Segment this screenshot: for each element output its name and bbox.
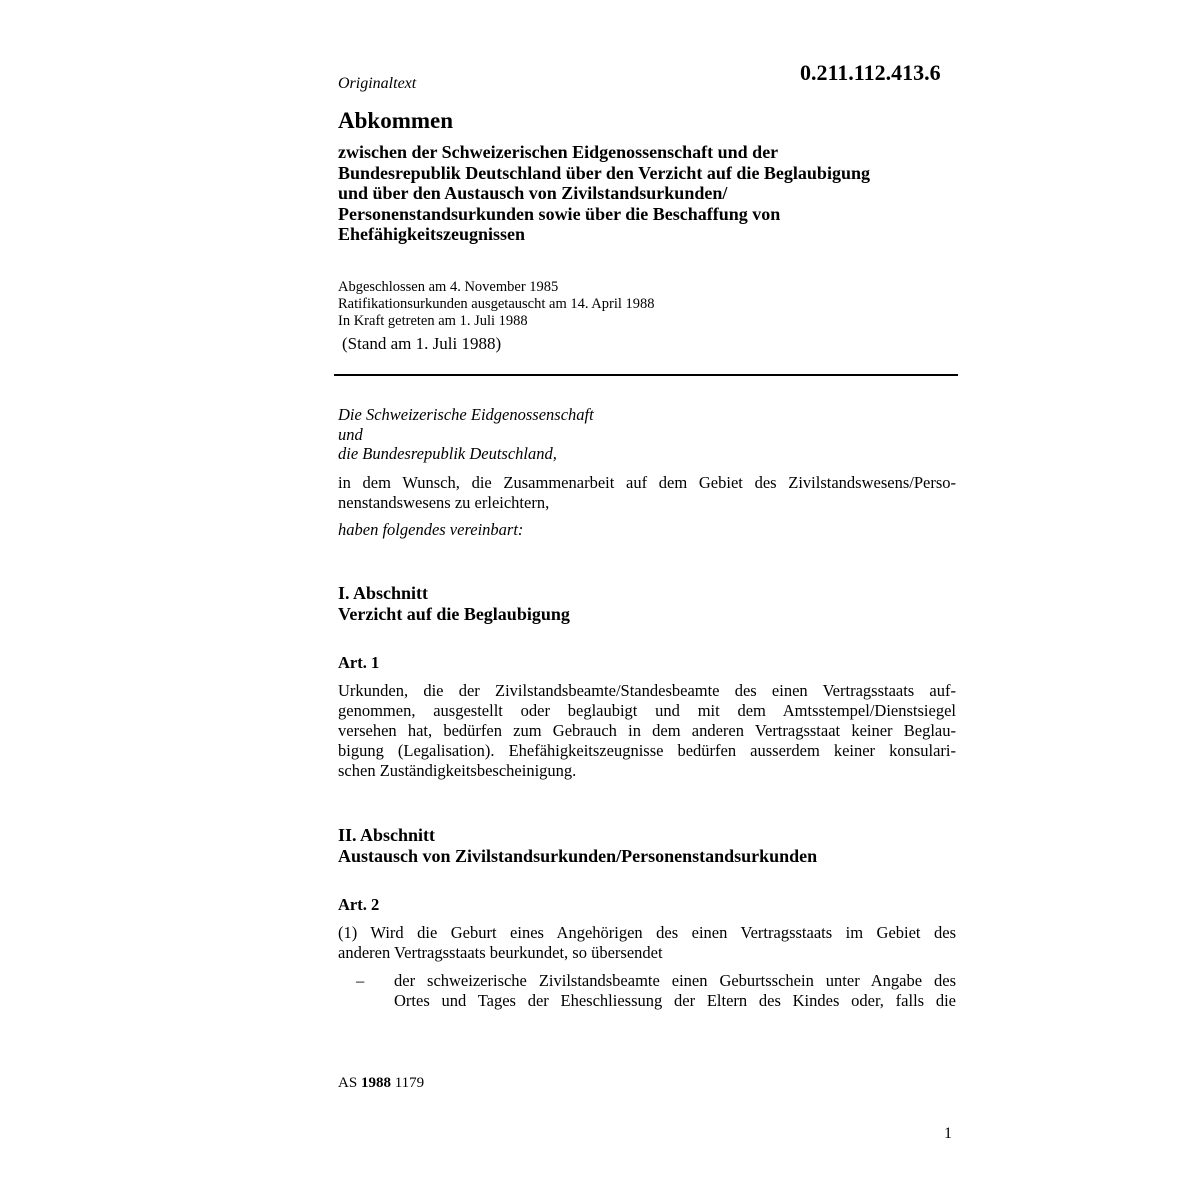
as-year: 1988 xyxy=(360,1075,391,1091)
paragraph-line: in dem Wunsch, die Zusammenarbeit auf dem Gebiet des Zivilstandswesens/Perso- xyxy=(338,473,956,492)
header-divider xyxy=(334,374,958,376)
subtitle-line: Ehefähigkeitszeugnissen xyxy=(338,224,526,244)
as-prefix: AS xyxy=(338,1075,358,1091)
paragraph-line: nenstandswesens zu erleichtern, xyxy=(338,493,550,512)
article-1-text xyxy=(338,681,956,781)
section-number: II. Abschnitt xyxy=(338,825,436,845)
party-switzerland: Die Schweizerische Eidgenossenschaft xyxy=(338,405,594,424)
section-title: Austausch von Zivilstandsurkunden/Personenstandsurkunden xyxy=(338,846,818,866)
article-2-text xyxy=(338,923,956,963)
preamble-purpose xyxy=(338,473,956,513)
paragraph-line: bigung (Legalisation). Ehefähigkeitszeugnisse bedürfen ausserdem keiner konsulari- xyxy=(338,741,956,760)
article-1-label: Art. 1 xyxy=(338,653,380,672)
subtitle-line: Bundesrepublik Deutschland über den Verzicht auf die Beglaubigung xyxy=(338,162,870,183)
subtitle-line: und über den Austausch von Zivilstandsurkunden/ xyxy=(338,183,728,203)
list-dash: – xyxy=(356,971,365,990)
official-collection-reference xyxy=(338,1075,424,1092)
preamble-agreed: haben folgendes vereinbart: xyxy=(338,520,524,539)
list-item-line: der schweizerische Zivilstandsbeamte einen Geburtsschein unter Angabe des xyxy=(394,971,956,990)
paragraph-line: genommen, ausgestellt oder beglaubigt und mit dem Amtsstempel/Dienstsiegel xyxy=(338,701,956,720)
paragraph-line: versehen hat, bedürfen zum Gebrauch in dem anderen Vertragsstaat keiner Beglau- xyxy=(338,721,956,740)
list-item-line: Ortes und Tages der Eheschliessung der Eltern des Kindes oder, falls die xyxy=(394,991,956,1010)
subtitle-line: zwischen der Schweizerischen Eidgenossenschaft und der xyxy=(338,142,779,162)
section-2-heading xyxy=(338,825,817,867)
section-number: I. Abschnitt xyxy=(338,583,429,603)
paragraph-line: anderen Vertragsstaats beurkundet, so übersendet xyxy=(338,943,663,962)
concluded-date: Abgeschlossen am 4. November 1985 xyxy=(338,279,559,295)
paragraph-line: schen Zuständigkeitsbescheinigung. xyxy=(338,761,577,780)
list-item xyxy=(394,971,956,1011)
sr-number: 0.211.112.413.6 xyxy=(800,60,941,85)
section-1-heading xyxy=(338,583,570,625)
party-germany: die Bundesrepublik Deutschland, xyxy=(338,444,557,463)
in-force-date: In Kraft getreten am 1. Juli 1988 xyxy=(338,313,528,329)
article-2-label: Art. 2 xyxy=(338,895,380,914)
party-conjunction: und xyxy=(338,424,363,444)
document-title: Abkommen xyxy=(338,108,454,133)
originaltext-label: Originaltext xyxy=(338,75,417,92)
paragraph-line: (1) Wird die Geburt eines Angehörigen des einen Vertragsstaats im Gebiet des xyxy=(338,923,956,942)
as-page: 1179 xyxy=(394,1075,425,1091)
treaty-dates xyxy=(338,279,655,330)
paragraph-line: Urkunden, die der Zivilstandsbeamte/Standesbeamte des einen Vertragsstaats auf- xyxy=(338,681,956,700)
document-subtitle xyxy=(338,142,958,245)
page-number: 1 xyxy=(944,1125,952,1142)
section-title: Verzicht auf die Beglaubigung xyxy=(338,604,570,624)
subtitle-line: Personenstandsurkunden sowie über die Beschaffung von xyxy=(338,203,781,224)
status-date: (Stand am 1. Juli 1988) xyxy=(342,334,502,353)
ratification-date: Ratifikationsurkunden ausgetauscht am 14. April 1988 xyxy=(338,296,655,312)
preamble-parties xyxy=(338,405,594,464)
